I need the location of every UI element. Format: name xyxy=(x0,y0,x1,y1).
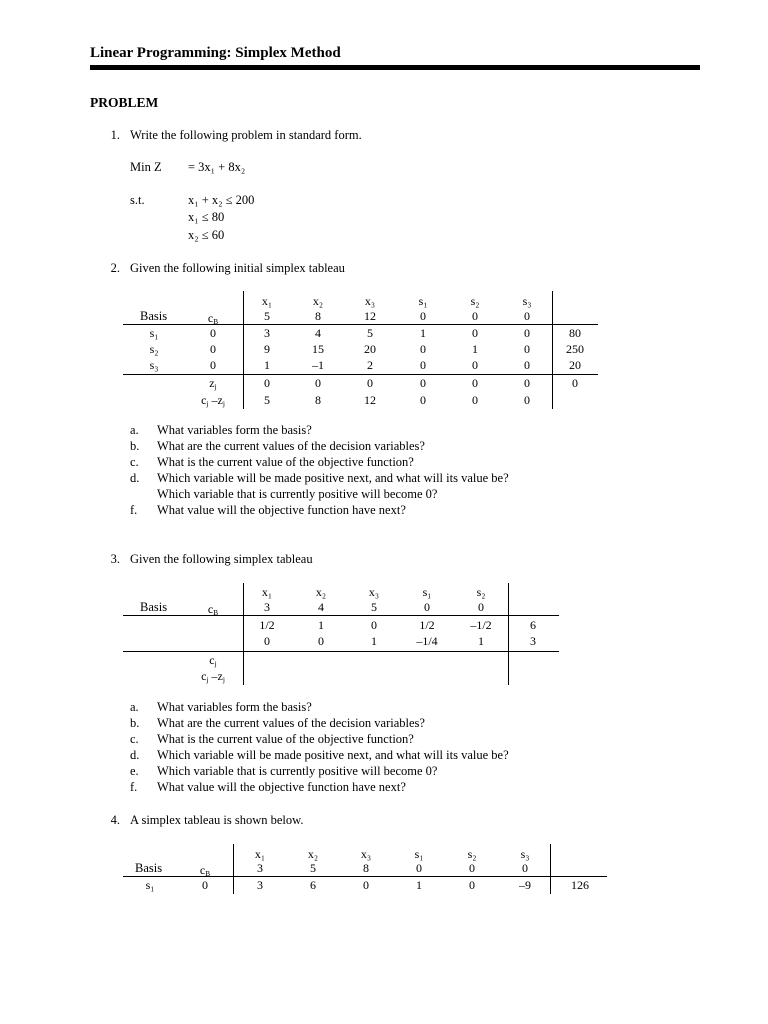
q3-col-header: x₃ xyxy=(368,585,380,599)
q2-question-text: Which variable will be made positive next, and what will its value be? xyxy=(157,471,509,485)
q2-row-cb: 0 xyxy=(210,358,216,372)
q3-cell: 1 xyxy=(371,634,377,648)
q2-cb-label: $c_B$ xyxy=(207,311,219,326)
q3-question-letter: b. xyxy=(130,716,140,730)
q3-number: 3. xyxy=(110,552,120,566)
q4-rhs: 126 xyxy=(571,878,589,892)
q2-cjzj-value: 12 xyxy=(364,393,376,407)
q1-objective-label: Min Z xyxy=(130,160,162,174)
q2-cell: 1 xyxy=(420,326,426,340)
q3-cj-value: 4 xyxy=(318,600,324,614)
q4-col-header: x₁ xyxy=(254,847,266,861)
q3-cj-value: 3 xyxy=(264,600,270,614)
q2-col-header: s₂ xyxy=(470,294,480,308)
q3-cb-label: $c_B$ xyxy=(207,602,219,617)
q2-cell: 0 xyxy=(420,358,426,372)
q2-col-header: s₁ xyxy=(418,294,428,308)
q1-number: 1. xyxy=(110,128,120,142)
q3-tableau-vline xyxy=(243,583,244,685)
q2-cj-value: 12 xyxy=(364,309,376,323)
q2-cell: 0 xyxy=(524,326,530,340)
q3-col-header: s₁ xyxy=(422,585,432,599)
q2-cj-value: 5 xyxy=(264,309,270,323)
q2-cell: 4 xyxy=(315,326,321,340)
q2-zj-label: $z_j$ xyxy=(209,376,217,391)
q2-question-letter: a. xyxy=(130,423,139,437)
q2-row-cb: 0 xyxy=(210,342,216,356)
q2-cjzj-value: 8 xyxy=(315,393,321,407)
q4-cell: 3 xyxy=(257,878,263,892)
q2-question-text: What is the current value of the objective function? xyxy=(157,455,414,469)
q3-cj-label: $c_j$ xyxy=(209,653,217,668)
q3-cjzj-label: $c_j$ $-z_j$ xyxy=(201,669,225,684)
q4-cj-value: 5 xyxy=(310,861,316,875)
q3-cell: 1 xyxy=(478,634,484,648)
q3-cj-value: 0 xyxy=(424,600,430,614)
q2-col-header: x₁ xyxy=(261,294,273,308)
q3-cell: 1/2 xyxy=(419,618,435,632)
q2-row-basis: s₁ xyxy=(149,326,159,340)
q3-cell: 0 xyxy=(264,634,270,648)
q3-question-text: What is the current value of the objective function? xyxy=(157,732,414,746)
q2-col-header: x₃ xyxy=(364,294,376,308)
q2-question-text: What variables form the basis? xyxy=(157,423,312,437)
q2-zj-value: 0 xyxy=(420,376,426,390)
q1-constraint: x₁ + x₂ ≤ 200 xyxy=(188,193,255,207)
q2-cjzj-label: $c_j$ $-z_j$ xyxy=(201,393,225,408)
q2-rhs: 20 xyxy=(569,358,581,372)
q3-question-letter: a. xyxy=(130,700,139,714)
q3-col-header: x₁ xyxy=(261,585,273,599)
q2-number: 2. xyxy=(110,261,120,275)
q4-cell: –9 xyxy=(519,878,531,892)
q3-cell: 1/2 xyxy=(259,618,275,632)
q2-question-letter: c. xyxy=(130,455,139,469)
q3-cell: 0 xyxy=(318,634,324,648)
q2-question-letter: b. xyxy=(130,439,140,453)
q2-question-text: Which variable that is currently positive will become 0? xyxy=(157,487,438,501)
q4-cb-label: $c_B$ xyxy=(199,863,211,878)
q2-cell: 3 xyxy=(264,326,270,340)
q2-zj-value: 0 xyxy=(367,376,373,390)
q2-question-letter: d. xyxy=(130,471,140,485)
q1-text: Write the following problem in standard form. xyxy=(130,128,362,142)
q3-question-letter: c. xyxy=(130,732,139,746)
q2-cell: 9 xyxy=(264,342,270,356)
q2-basis-label: Basis xyxy=(140,309,168,323)
q2-cj-value: 0 xyxy=(524,309,530,323)
q3-basis-label: Basis xyxy=(140,600,168,614)
q3-question-letter: f. xyxy=(130,780,138,794)
q4-tableau-vline xyxy=(550,844,551,894)
q3-question-text: Which variable that is currently positive will become 0? xyxy=(157,764,438,778)
q3-cell: 1 xyxy=(318,618,324,632)
q2-zj-rhs: 0 xyxy=(572,376,578,390)
q2-tableau-vline xyxy=(552,291,553,409)
q2-tableau-vline xyxy=(243,291,244,409)
q4-col-header: s₁ xyxy=(414,847,424,861)
q2-zj-value: 0 xyxy=(472,376,478,390)
q3-col-header: x₂ xyxy=(315,585,327,599)
q2-zj-value: 0 xyxy=(524,376,530,390)
q2-row-basis: s₃ xyxy=(149,358,159,372)
q3-rhs: 6 xyxy=(530,618,536,632)
q2-cell: 0 xyxy=(420,342,426,356)
q2-cell: 0 xyxy=(524,342,530,356)
q1-st-label: s.t. xyxy=(130,193,145,207)
q4-cell: 0 xyxy=(469,878,475,892)
q4-cj-value: 0 xyxy=(522,861,528,875)
q2-cj-value: 8 xyxy=(315,309,321,323)
q4-col-header: x₃ xyxy=(360,847,372,861)
header-rule xyxy=(90,65,700,70)
q2-cell: –1 xyxy=(312,358,324,372)
q3-question-letter: e. xyxy=(130,764,139,778)
q3-cj-value: 5 xyxy=(371,600,377,614)
problem-heading: PROBLEM xyxy=(90,95,159,110)
q2-cj-value: 0 xyxy=(472,309,478,323)
q2-cell: 5 xyxy=(367,326,373,340)
q3-tableau-hline xyxy=(123,615,559,616)
q4-row-basis: s₁ xyxy=(145,878,155,892)
page-title: Linear Programming: Simplex Method xyxy=(90,45,341,61)
q2-col-header: x₂ xyxy=(312,294,324,308)
q4-tableau-vline xyxy=(233,844,234,894)
q2-cjzj-value: 0 xyxy=(524,393,530,407)
q2-text: Given the following initial simplex tableau xyxy=(130,261,345,275)
q4-cell: 1 xyxy=(416,878,422,892)
q2-cell: 1 xyxy=(264,358,270,372)
q2-cell: 0 xyxy=(524,358,530,372)
q2-cj-value: 0 xyxy=(420,309,426,323)
q2-cjzj-value: 5 xyxy=(264,393,270,407)
q4-col-header: s₂ xyxy=(467,847,477,861)
q4-cj-value: 3 xyxy=(257,861,263,875)
q4-cell: 0 xyxy=(363,878,369,892)
q2-row-basis: s₂ xyxy=(149,342,159,356)
q2-col-header: s₃ xyxy=(522,294,532,308)
q3-cell: –1/2 xyxy=(470,618,492,632)
q3-question-text: Which variable will be made positive next, and what will its value be? xyxy=(157,748,509,762)
q2-cell: 15 xyxy=(312,342,324,356)
q3-cell: 0 xyxy=(371,618,377,632)
q4-number: 4. xyxy=(110,813,120,827)
q2-cell: 20 xyxy=(364,342,376,356)
q3-col-header: s₂ xyxy=(476,585,486,599)
q1-constraint: x₂ ≤ 60 xyxy=(188,228,225,242)
q4-cj-value: 0 xyxy=(469,861,475,875)
q4-col-header: x₂ xyxy=(307,847,319,861)
q3-question-letter: d. xyxy=(130,748,140,762)
q3-tableau-vline xyxy=(508,583,509,685)
q1-objective-expression: = 3x₁ + 8x₂ xyxy=(188,160,246,174)
q2-cjzj-value: 0 xyxy=(420,393,426,407)
q4-text: A simplex tableau is shown below. xyxy=(130,813,304,827)
q4-cj-value: 0 xyxy=(416,861,422,875)
q2-cell: 2 xyxy=(367,358,373,372)
q2-rhs: 250 xyxy=(566,342,584,356)
q2-zj-value: 0 xyxy=(315,376,321,390)
q2-rhs: 80 xyxy=(569,326,581,340)
q4-cell: 6 xyxy=(310,878,316,892)
q3-cell: –1/4 xyxy=(416,634,438,648)
q3-cj-value: 0 xyxy=(478,600,484,614)
q4-col-header: s₃ xyxy=(520,847,530,861)
q3-question-text: What value will the objective function have next? xyxy=(157,780,406,794)
q3-text: Given the following simplex tableau xyxy=(130,552,313,566)
q4-row-cb: 0 xyxy=(202,878,208,892)
q2-zj-value: 0 xyxy=(264,376,270,390)
q2-cell: 0 xyxy=(472,358,478,372)
q2-cjzj-value: 0 xyxy=(472,393,478,407)
q2-question-text: What value will the objective function have next? xyxy=(157,503,406,517)
q2-question-letter: f. xyxy=(130,503,138,517)
q4-basis-label: Basis xyxy=(135,861,163,875)
q3-question-text: What are the current values of the decision variables? xyxy=(157,716,425,730)
q2-cell: 1 xyxy=(472,342,478,356)
q2-row-cb: 0 xyxy=(210,326,216,340)
q1-constraint: x₁ ≤ 80 xyxy=(188,210,225,224)
q3-rhs: 3 xyxy=(530,634,536,648)
q2-cell: 0 xyxy=(472,326,478,340)
q4-cj-value: 8 xyxy=(363,861,369,875)
q3-question-text: What variables form the basis? xyxy=(157,700,312,714)
q3-tableau-hline xyxy=(123,651,559,652)
q2-question-text: What are the current values of the decision variables? xyxy=(157,439,425,453)
